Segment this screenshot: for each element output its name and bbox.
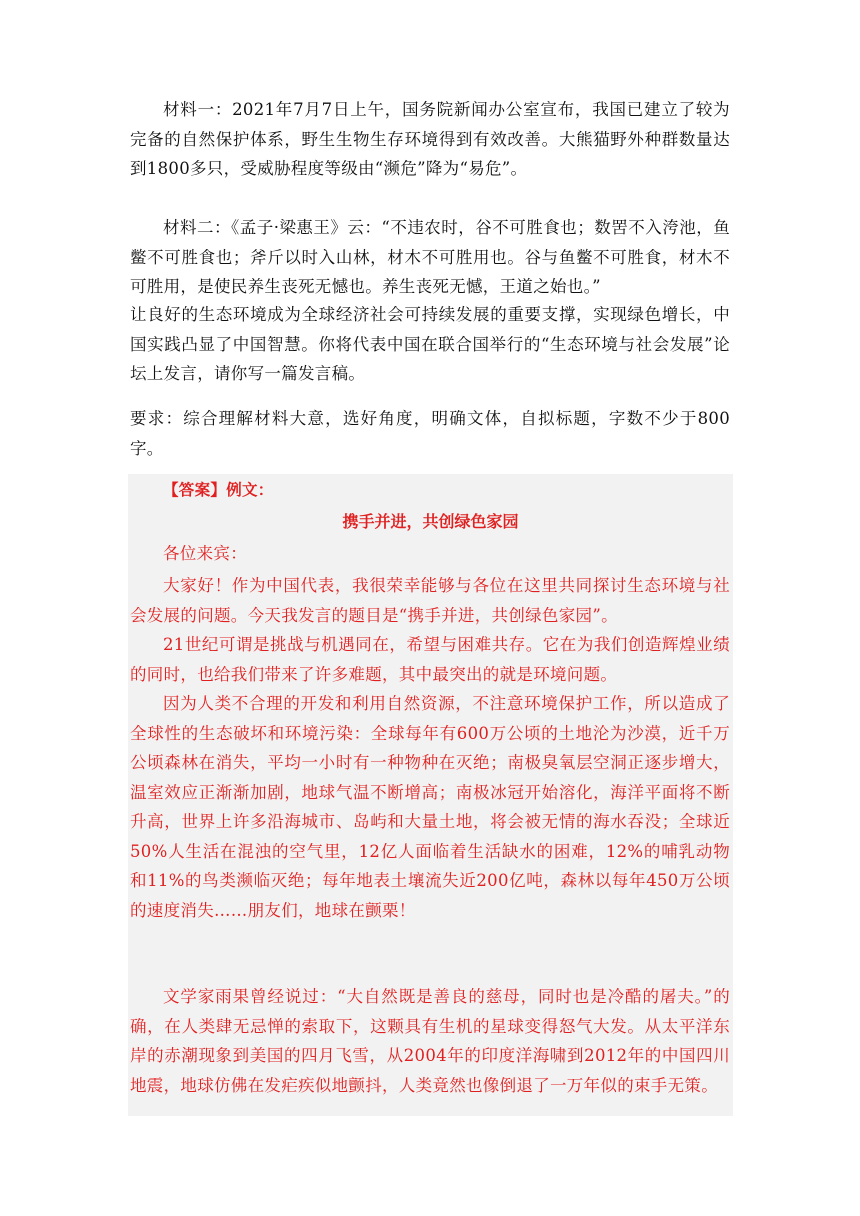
material-two-paragraph: 材料二：《孟子·梁惠王》云：“不违农时，谷不可胜食也；数罟不入洿池，鱼鳖不可胜食也；斧斤以时入山林，材木不可胜用也。谷与鱼鳖不可胜食，材木不可胜用，是使民养生丧死无憾也。养生丧死无憾，王道之始也。” [130, 218, 730, 296]
essay-greeting: 各位来宾： [163, 544, 247, 563]
essay-paragraph: 21世纪可谓是挑战与机遇同在，希望与困难共存。它在为我们创造辉煌业绩的同时，也给我们带来了许多难题，其中最突出的就是环境问题。 [130, 635, 730, 684]
essay-paragraph: 文学家雨果曾经说过：“大自然既是善良的慈母，同时也是冷酷的屠夫。”的确，在人类肆无忌惮的索取下，这颗具有生机的星球变得怒气大发。从太平洋东岸的赤潮现象到美国的四月飞雪，从2004年的印度洋海啸到2012年的中国四川地震，地球仿佛在发疟疾似地颤抖，人类竟然也像倒退了一万年似的束手无策。 [130, 987, 730, 1095]
material-one-paragraph: 材料一：2021年7月7日上午，国务院新闻办公室宣布，我国已建立了较为完备的自然保护体系，野生生物生存环境得到有效改善。大熊猫野外种群数量达到1800多只，受威胁程度等级由“濒危”降为“易危”。 [130, 100, 730, 178]
question-prompt: 让良好的生态环境成为全球经济社会可持续发展的重要支撑，实现绿色增长，中国实践凸显了中国智慧。你将代表中国在联合国举行的“生态环境与社会发展”论坛上发言，请你写一篇发言稿。 [130, 305, 730, 383]
answer-label: 【答案】例文： [163, 481, 274, 499]
requirement-text: 要求：综合理解材料大意，选好角度，明确文体，自拟标题，字数不少于800字。 [130, 409, 730, 458]
essay-paragraph: 大家好！作为中国代表，我很荣幸能够与各位在这里共同探讨生态环境与社会发展的问题。今天我发言的题目是“携手并进，共创绿色家园”。 [130, 576, 730, 625]
essay-paragraph: 因为人类不合理的开发和利用自然资源，不注意环境保护工作，所以造成了全球性的生态破坏和环境污染：全球每年有600万公顷的土地沦为沙漠，近千万公顷森林在消失，平均一小时有一种物种在灭绝；南极臭氧层空洞正逐步增大，温室效应正渐渐加剧，地球气温不断增高；南极冰冠开始溶化，海洋平面将不断升高，世界上许多沿海城市、岛屿和大量土地，将会被无情的海水吞没；全球近50%人生活在混浊的空气里，12亿人面临着生活缺水的困难，12%的哺乳动物和11%的鸟类濒临灭绝；每年地表土壤流失近200亿吨，森林以每年450万公顷的速度消失……朋友们，地球在颤栗！ [130, 694, 730, 920]
answer-section [128, 474, 733, 1116]
essay-title: 携手并进，共创绿色家园 [342, 512, 519, 531]
